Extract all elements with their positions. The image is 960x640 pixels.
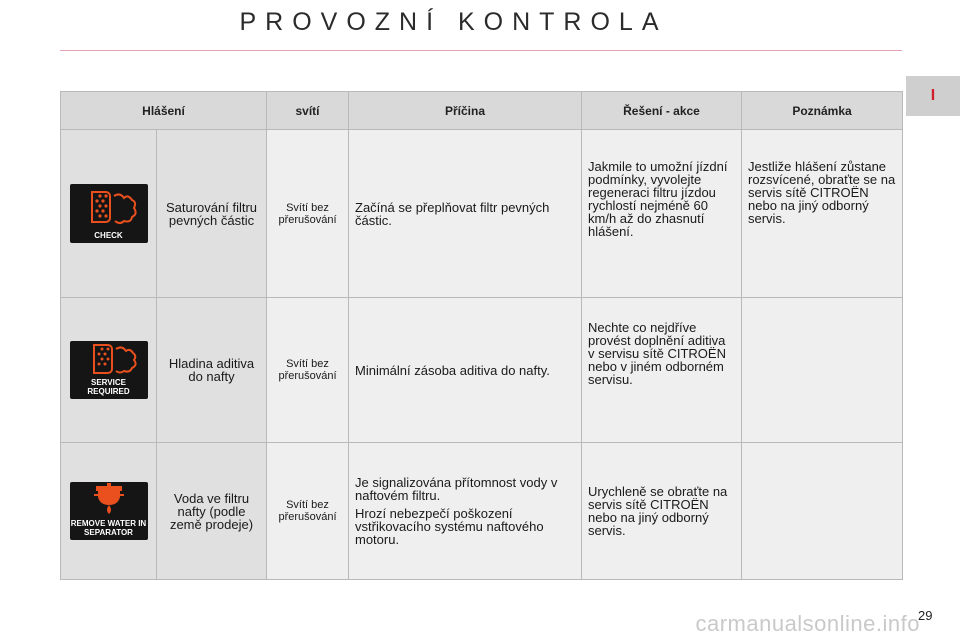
table-header-row xyxy=(61,92,903,130)
chapter-tab[interactable]: I xyxy=(906,76,960,116)
column-header-cause: Příčina xyxy=(349,92,582,130)
table-row xyxy=(61,298,903,443)
note-text xyxy=(742,298,903,443)
column-header-note: Poznámka xyxy=(742,92,903,130)
message-label: Voda ve filtru nafty (podle země prodeje) xyxy=(157,443,267,580)
page-number: 29 xyxy=(918,608,933,623)
message-label: Hladina aditiva do nafty xyxy=(157,298,267,443)
lit-status: Svítí bez přerušování xyxy=(267,130,349,298)
solution-text: Jakmile to umožní jízdní podmínky, vyvolejte regeneraci filtru jízdou rychlostí nejméně 60 km/h až do zhasnutí hlášení. xyxy=(582,130,742,298)
icon-caption: CHECK xyxy=(94,231,123,240)
column-header-lit: svítí xyxy=(267,92,349,130)
watermark: carmanualsonline.info xyxy=(695,611,920,636)
icon-caption: REMOVE WATER IN SEPARATOR xyxy=(70,519,147,537)
icon-caption: SERVICE REQUIRED xyxy=(87,378,130,396)
cause-text: Je signalizována přítomnost vody v naftovém filtru. xyxy=(355,475,558,503)
additive-service-required-icon xyxy=(70,341,148,399)
table-row xyxy=(61,443,903,580)
lit-status: Svítí bez přerušování xyxy=(267,298,349,443)
cause-cell xyxy=(349,298,582,443)
message-label: Saturování filtru pevných částic xyxy=(157,130,267,298)
column-header-message: Hlášení xyxy=(61,92,267,130)
column-header-solution: Řešení - akce xyxy=(582,92,742,130)
page-title: PROVOZNÍ KONTROLA xyxy=(239,8,668,36)
table-row xyxy=(61,130,903,298)
title-divider xyxy=(60,50,902,51)
icon-cell xyxy=(61,443,157,580)
lit-status: Svítí bez přerušování xyxy=(267,443,349,580)
warning-table xyxy=(60,91,903,580)
particle-filter-check-icon xyxy=(70,184,148,243)
icon-cell xyxy=(61,130,157,298)
cause-text: Minimální zásoba aditiva do nafty. xyxy=(355,362,550,378)
solution-text: Nechte co nejdříve provést doplnění aditiva v servisu sítě CITROËN nebo v jiném odborném servisu. xyxy=(582,298,742,443)
cause-text: Začíná se přeplňovat filtr pevných částic. xyxy=(355,199,550,228)
note-text: Jestliže hlášení zůstane rozsvícené, obraťte se na servis sítě CITROËN nebo na jiný odborný servis. xyxy=(742,130,903,298)
solution-text: Urychleně se obraťte na servis sítě CITROËN nebo na jiný odborný servis. xyxy=(582,443,742,580)
cause-text: Hrozí nebezpečí poškození vstřikovacího systému naftového motoru. xyxy=(355,506,544,547)
icon-cell xyxy=(61,298,157,443)
cause-cell xyxy=(349,130,582,298)
cause-cell xyxy=(349,443,582,580)
note-text xyxy=(742,443,903,580)
water-in-fuel-filter-icon xyxy=(70,482,148,540)
